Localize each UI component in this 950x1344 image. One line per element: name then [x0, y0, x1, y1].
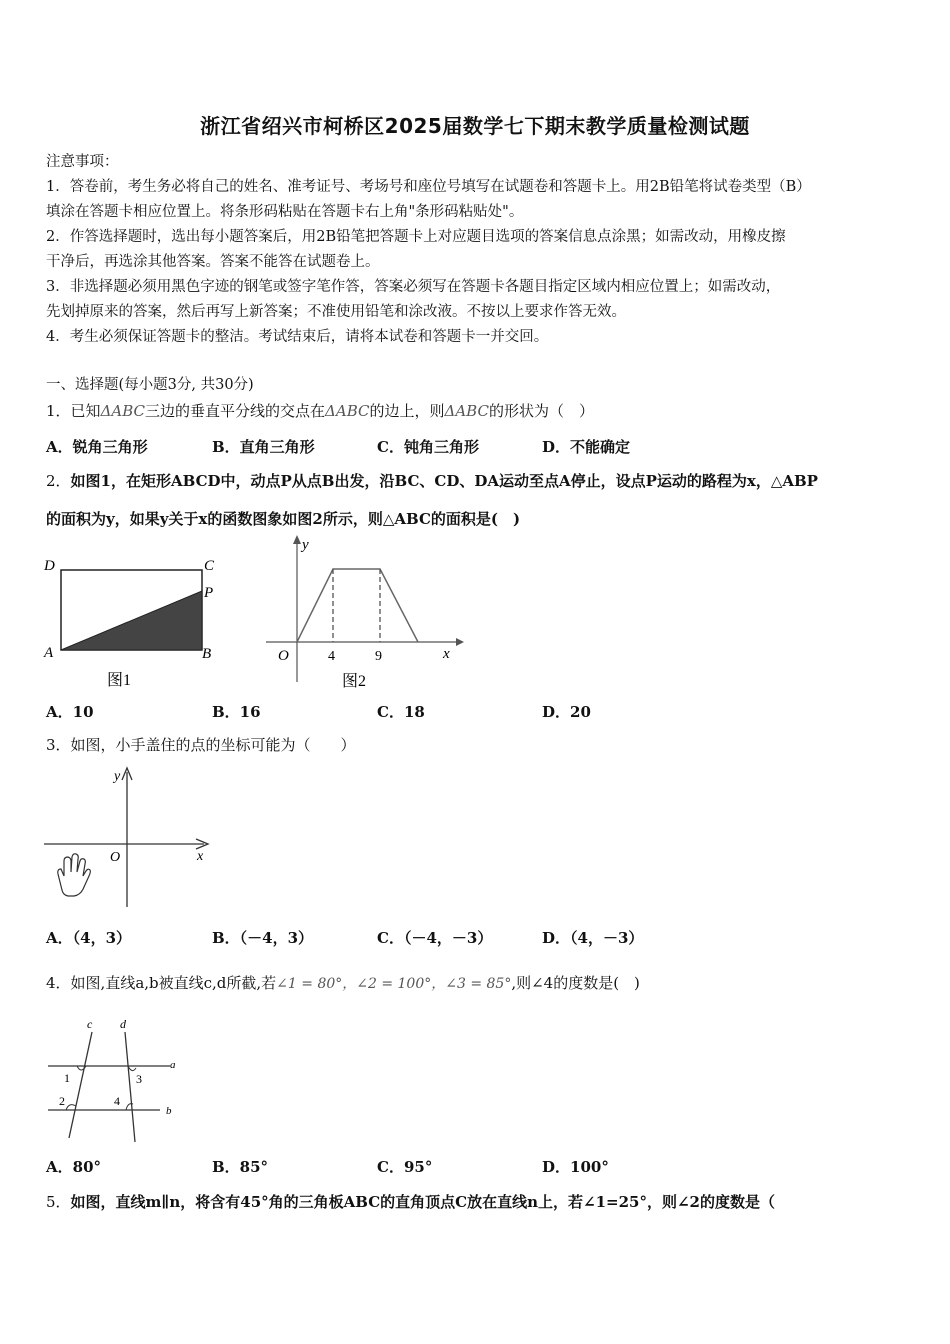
question-number: 4． — [46, 974, 71, 992]
figure-2-graph — [262, 532, 472, 694]
question-number: 1． — [46, 402, 71, 420]
option-d: D．（4，－3） — [542, 929, 644, 947]
question-text: 的边上，则 — [369, 402, 445, 420]
x-axis-arrow — [456, 638, 464, 646]
notice-line: 先划掉原来的答案，然后再写上新答案；不准使用铅笔和涂改液。不按以上要求作答无效。 — [46, 304, 626, 320]
question-5 — [46, 1191, 775, 1212]
question-number: 5． — [46, 1193, 71, 1211]
option-b: B．16 — [212, 703, 261, 721]
label-c: c — [87, 1017, 93, 1031]
label-c: C — [204, 558, 215, 574]
label-x: x — [197, 849, 204, 864]
question-text: 如图，小手盖住的点的坐标可能为（ ） — [70, 736, 356, 754]
option-d: D．不能确定 — [542, 438, 631, 456]
math-triangle: ΔABC — [444, 402, 489, 420]
hand-icon — [58, 854, 91, 896]
figure-caption: 图1 — [107, 672, 132, 689]
option-c: C．钝角三角形 — [377, 438, 479, 456]
question-1 — [46, 400, 594, 421]
label-origin: O — [278, 648, 289, 664]
label-d: d — [120, 1017, 126, 1031]
angle-arc-2 — [66, 1105, 76, 1110]
section-heading: 一、选择题(每小题3分, 共30分) — [46, 377, 254, 393]
line-d — [125, 1032, 135, 1142]
label-b: B — [202, 646, 212, 662]
label-a: A — [44, 645, 54, 661]
option-c: C．95° — [377, 1158, 433, 1176]
option-c: C．18 — [377, 703, 425, 721]
notice-line: 1．答卷前，考生务必将自己的姓名、准考证号、考场号和座位号填写在试题卷和答题卡上。用2B铅笔将试卷类型（B） — [46, 179, 811, 195]
angle-arc-3 — [128, 1066, 136, 1071]
option-a: A．10 — [46, 703, 94, 721]
notice-line: 2．作答选择题时，选出每小题答案后，用2B铅笔把答题卡上对应题目选项的答案信息点涂黑；如需改动，用橡皮擦 — [46, 229, 786, 245]
label-a: a — [170, 1059, 176, 1071]
figure-1-rectangle — [40, 550, 230, 695]
question-2 — [46, 470, 818, 491]
question-text: 已知 — [70, 402, 101, 420]
figure-4-lines — [44, 1016, 194, 1148]
question-2-line2: 的面积为y，如果y关于x的函数图象如图2所示，则△ABC的面积是( ) — [46, 510, 521, 528]
question-number: 3． — [46, 736, 71, 754]
label-origin: O — [110, 850, 121, 865]
label-y: y — [114, 769, 121, 784]
notice-heading: 注意事项： — [46, 154, 119, 170]
label-p: P — [204, 585, 214, 601]
question-text: 三边的垂直平分线的交点在 — [145, 402, 326, 420]
question-text: 如图,直线a,b被直线c,d所截,若 — [70, 974, 277, 992]
option-a: A．80° — [46, 1158, 102, 1176]
question-4 — [46, 972, 640, 993]
option-d: D．20 — [542, 703, 591, 721]
notice-line: 干净后，再选涂其他答案。答案不能答在试题卷上。 — [46, 254, 380, 270]
option-a: A．（4，3） — [46, 929, 132, 947]
tick-4: 4 — [328, 649, 335, 664]
option-d: D．100° — [542, 1158, 609, 1176]
question-text: 如图，直线m∥n，将含有45°角的三角板ABC的直角顶点C放在直线n上，若∠1=25°，则∠2的度数是（ — [70, 1193, 775, 1211]
label-d: D — [44, 558, 55, 574]
line-c — [69, 1032, 92, 1138]
angle-conditions: ∠1 = 80°，∠2 = 100°，∠3 = 85° — [276, 976, 512, 992]
math-triangle: ΔABC — [325, 402, 370, 420]
angle-label-1: 1 — [64, 1071, 70, 1085]
option-a: A．锐角三角形 — [46, 438, 148, 456]
page-title: 浙江省绍兴市柯桥区2025届数学七下期末教学质量检测试题 — [200, 114, 750, 138]
option-b: B．（－4，3） — [212, 929, 314, 947]
question-text: ,则∠4的度数是( ) — [511, 974, 640, 992]
label-y: y — [302, 537, 309, 553]
math-triangle: ΔABC — [100, 402, 146, 420]
notice-line: 填涂在答题卡相应位置上。将条形码粘贴在答题卡右上角"条形码粘贴处"。 — [46, 204, 524, 220]
tick-9: 9 — [375, 649, 382, 664]
function-graph-line — [297, 569, 418, 642]
y-axis-arrow — [293, 535, 301, 544]
shaded-triangle-abp — [61, 591, 202, 650]
question-3 — [46, 734, 356, 755]
option-b: B．直角三角形 — [212, 438, 315, 456]
label-b: b — [166, 1105, 172, 1117]
question-text: 如图1，在矩形ABCD中，动点P从点B出发，沿BC、CD、DA运动至点A停止，设点P运动的路程为x，△ABP — [70, 472, 818, 490]
figure-3-axes — [44, 762, 219, 910]
angle-label-3: 3 — [136, 1072, 142, 1086]
question-number: 2． — [46, 472, 71, 490]
angle-label-4: 4 — [114, 1094, 120, 1108]
option-b: B．85° — [212, 1158, 269, 1176]
angle-label-2: 2 — [59, 1094, 65, 1108]
notice-line: 4．考生必须保证答题卡的整洁。考试结束后，请将本试卷和答题卡一并交回。 — [46, 329, 549, 345]
label-x: x — [443, 646, 450, 662]
notice-line: 3．非选择题必须用黑色字迹的钢笔或签字笔作答，答案必须写在答题卡各题目指定区域内相应位置上；如需改动， — [46, 279, 781, 295]
figure-caption: 图2 — [342, 673, 367, 690]
question-text: 的形状为（ ） — [488, 402, 594, 420]
option-c: C．（－4，－3） — [377, 929, 493, 947]
